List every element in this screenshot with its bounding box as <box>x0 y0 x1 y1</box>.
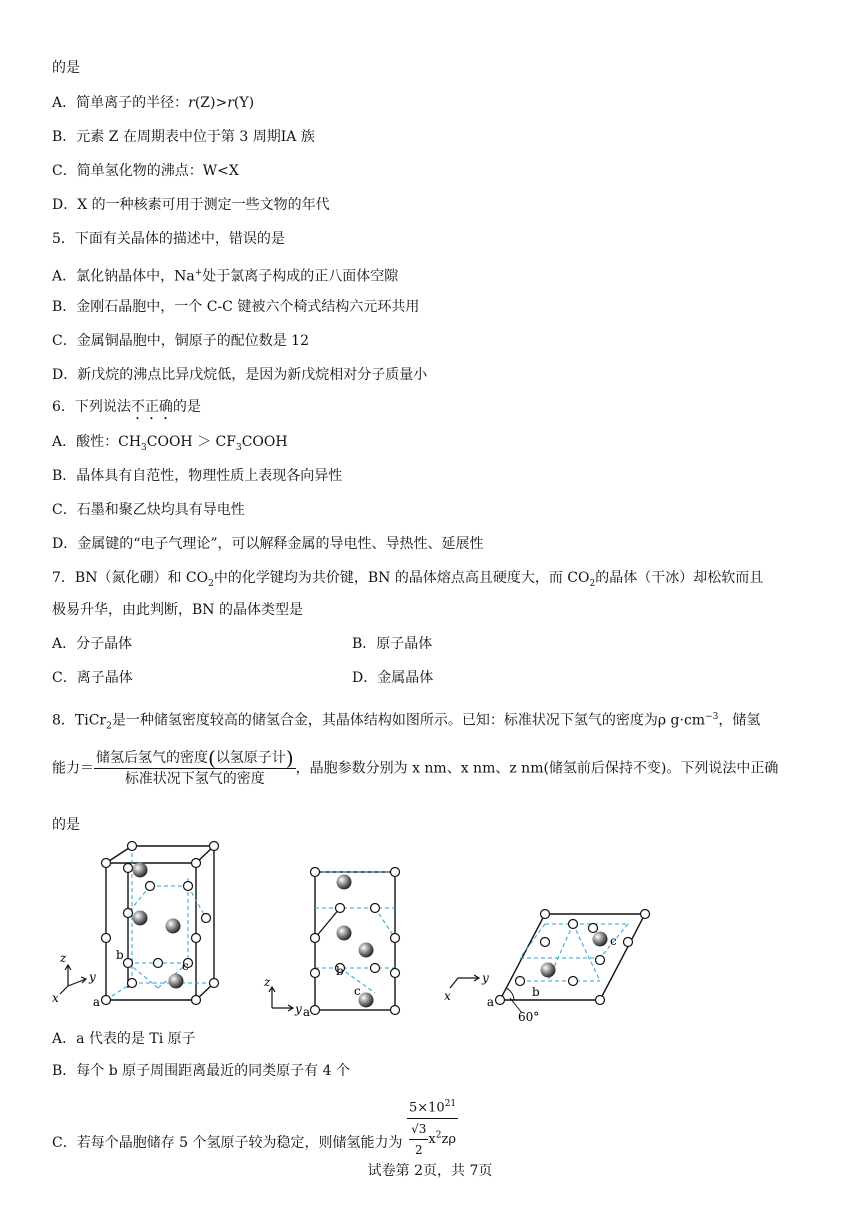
option-6a: A．酸性：$CH_3COOH$ ＞ $CF_3COOH$ <box>52 434 288 453</box>
option-8c: C．若每个晶胞储存 5 个氢原子较为稳定，则储氢能力为 $5\times 10^{21}$ $\frac{√3}{2}$ $x^2z\rho$ <box>52 1094 458 1144</box>
question-8: 8．TiCr$_2$是一种储氢密度较高的储氢合金，其晶体结构如图所示。已知：标准状况下氢气的密度为ρ $g\cdot cm^{-3}$，储氢 <box>52 712 761 732</box>
option-4d: D．X 的一种核素可用于测定一些文物的年代 <box>52 197 330 213</box>
axis-y-3: y <box>482 971 489 985</box>
question-7-line2: 极易升华，由此判断，BN 的晶体类型是 <box>52 602 303 618</box>
label-b-3: b <box>532 985 540 999</box>
question-8-line3: 的是 <box>52 817 80 833</box>
option-5a: A．氯化钠晶体中，Na+处于氯离子构成的正八面体空隙 <box>52 268 399 285</box>
axis-z: z <box>60 951 67 965</box>
option-4a: A．简单离子的半径：r(Z)>r(Y) <box>52 95 255 111</box>
option-8b: B．每个 b 原子周围距离最近的同类原子有 4 个 <box>52 1063 350 1079</box>
label-a-3: a <box>486 995 494 1009</box>
angle-label: 60° <box>518 1010 540 1023</box>
option-7a: A．分子晶体 <box>52 636 133 652</box>
crystal-structure-figure <box>48 838 668 1023</box>
option-5b: B．金刚石晶胞中，一个 C-C 键被六个椅式结构六元环共用 <box>52 299 420 315</box>
option-5d: D．新戊烷的沸点比异戊烷低，是因为新戊烷相对分子质量小 <box>52 367 428 383</box>
option-6c: C．石墨和聚乙炔均具有导电性 <box>52 502 245 518</box>
label-c: c <box>182 959 189 973</box>
option-5c: C．金属铜晶胞中，铜原子的配位数是 12 <box>52 333 309 349</box>
option-4b: B．元素 Z 在周期表中位于第 3 周期IA 族 <box>52 129 315 145</box>
option-8a: A．a 代表的是 Ti 原子 <box>52 1031 196 1047</box>
option-4c: C．简单氢化物的沸点：W<X <box>52 163 239 179</box>
label-a-2: a <box>302 1005 310 1019</box>
capacity-fraction: $\frac{\text{储氢后氢气的密度(以氢原子计)}}{\text{标准状况下氢气的密度}}$ <box>96 746 294 787</box>
question-6: 6．下列说法不正确的是 <box>52 399 201 415</box>
label-b: b <box>116 948 124 962</box>
option-7d: D．金属晶体 <box>352 670 434 686</box>
text-line: 的是 <box>52 60 80 76</box>
question-5: 5．下面有关晶体的描述中，错误的是 <box>52 231 285 247</box>
option-6d: D．金属键的“电子气理论”，可以解释金属的导电性、导热性、延展性 <box>52 536 484 552</box>
capacity-value-fraction: $5\times 10^{21}$ $\frac{√3}{2}$ $x^2z\rho$ <box>407 1094 458 1160</box>
axis-y: y <box>89 970 96 984</box>
axis-x: x <box>52 991 59 1005</box>
option-7c: C．离子晶体 <box>52 670 133 686</box>
axis-y-2: y <box>295 1002 302 1016</box>
storage-capacity-formula: 能力＝ $\frac{\text{储氢后氢气的密度(以氢原子计)}}{\text{标准状况下氢气的密度}}$ ，晶胞参数分别为 x nm、x nm、z nm(储氢前后保持不变)。下列说法中正确 <box>52 746 779 787</box>
axis-z-2: z <box>264 975 271 989</box>
question-7: 7．BN（氮化硼）和 $CO_2$中的化学键均为共价键，BN 的晶体熔点高且硬度大，而 $CO_2$的晶体（干冰）却松软而且 <box>52 570 764 589</box>
page-footer: 试卷第 2页，共 7页 <box>367 1163 493 1179</box>
option-6b: B．晶体具有自范性，物理性质上表现各向异性 <box>52 468 343 484</box>
label-c-2: c <box>354 984 361 998</box>
axis-x-3: x <box>444 989 451 1003</box>
label-a: a <box>92 995 100 1009</box>
option-7b: B．原子晶体 <box>352 636 433 652</box>
label-b-2: b <box>336 964 344 978</box>
label-c-3: c <box>610 934 617 948</box>
